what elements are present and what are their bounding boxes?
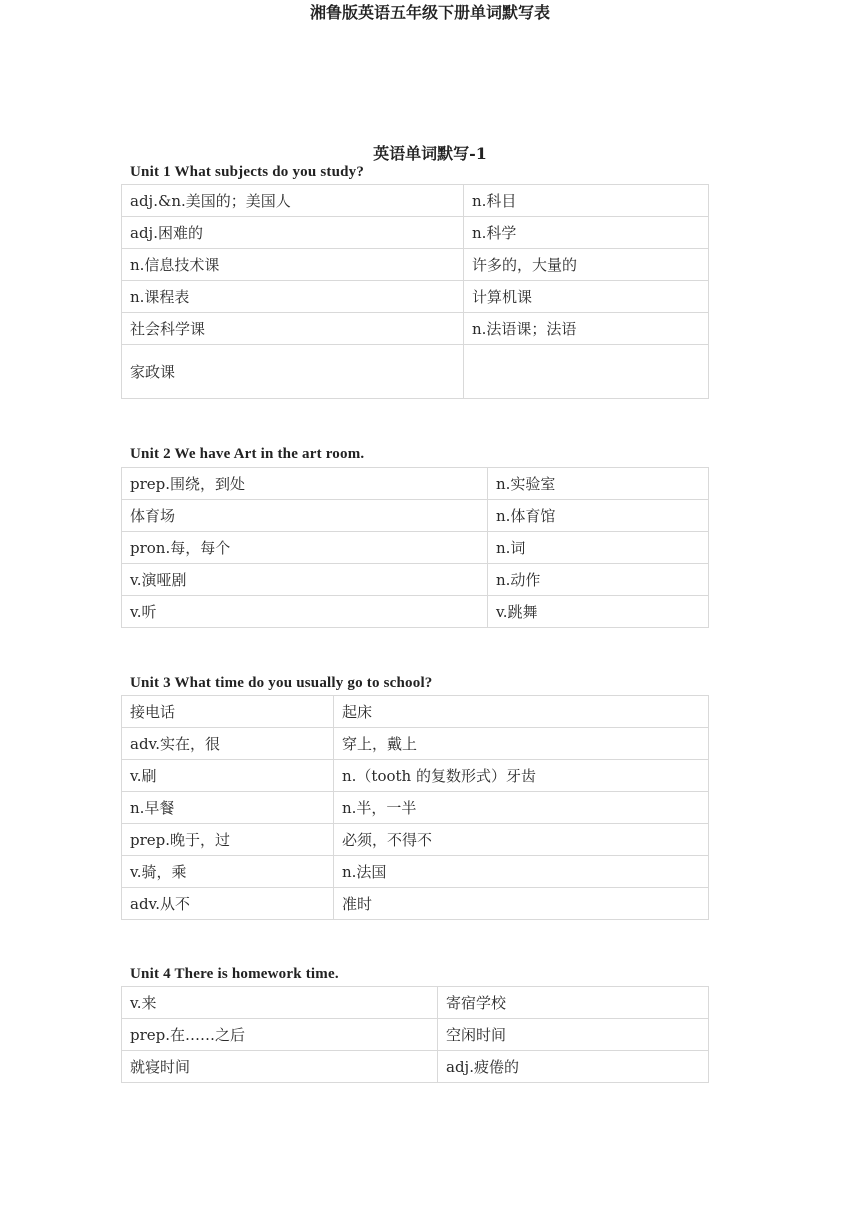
table-cell: 穿上，戴上 [334, 728, 709, 760]
table-cell: n.体育馆 [488, 500, 709, 532]
table-row [122, 185, 709, 217]
table-cell: n.实验室 [488, 468, 709, 500]
table-cell: 寄宿学校 [438, 987, 709, 1019]
unit-3-word-table [121, 695, 709, 920]
unit-4-heading: Unit 4 There is homework time. [130, 966, 339, 982]
table-row [122, 856, 709, 888]
table-cell [464, 345, 709, 399]
table-row [122, 313, 709, 345]
table-row [122, 760, 709, 792]
table-row [122, 1019, 709, 1051]
table-cell: 接电话 [122, 696, 334, 728]
table-row [122, 824, 709, 856]
table-cell: 空闲时间 [438, 1019, 709, 1051]
table-cell: n.科目 [464, 185, 709, 217]
table-row [122, 596, 709, 628]
table-row [122, 532, 709, 564]
table-cell: prep.晚于，过 [122, 824, 334, 856]
table-row [122, 696, 709, 728]
table-cell: adv.从不 [122, 888, 334, 920]
table-cell: v.跳舞 [488, 596, 709, 628]
table-cell: v.来 [122, 987, 438, 1019]
table-cell: n.法国 [334, 856, 709, 888]
table-row [122, 281, 709, 313]
document-title: 湘鲁版英语五年级下册单词默写表 [309, 3, 550, 22]
table-cell: v.骑，乘 [122, 856, 334, 888]
table-cell: 社会科学课 [122, 313, 464, 345]
table-cell: adj.&n.美国的；美国人 [122, 185, 464, 217]
table-row [122, 500, 709, 532]
table-cell: n.（tooth 的复数形式）牙齿 [334, 760, 709, 792]
table-cell: 体育场 [122, 500, 488, 532]
table-row [122, 249, 709, 281]
table-cell: prep.在……之后 [122, 1019, 438, 1051]
table-cell: n.科学 [464, 217, 709, 249]
table-cell: adj.疲倦的 [438, 1051, 709, 1083]
table-cell: n.法语课；法语 [464, 313, 709, 345]
unit-2-word-table [121, 467, 709, 628]
table-cell: 必须，不得不 [334, 824, 709, 856]
unit-3-heading: Unit 3 What time do you usually go to school? [130, 675, 433, 691]
unit-1-heading: Unit 1 What subjects do you study? [130, 164, 365, 180]
table-row [122, 792, 709, 824]
table-cell: 家政课 [122, 345, 464, 399]
table-cell: v.听 [122, 596, 488, 628]
table-cell: 许多的，大量的 [464, 249, 709, 281]
table-cell: adv.实在，很 [122, 728, 334, 760]
unit-1-word-table [121, 184, 709, 399]
table-cell: v.刷 [122, 760, 334, 792]
unit-2-heading: Unit 2 We have Art in the art room. [130, 446, 365, 462]
table-cell: 准时 [334, 888, 709, 920]
table-cell: n.词 [488, 532, 709, 564]
document-subtitle: 英语单词默写-1 [373, 144, 487, 163]
table-cell: n.早餐 [122, 792, 334, 824]
table-row [122, 345, 709, 399]
table-cell: 就寝时间 [122, 1051, 438, 1083]
table-row [122, 217, 709, 249]
table-row [122, 1051, 709, 1083]
table-cell: n.动作 [488, 564, 709, 596]
table-cell: pron.每，每个 [122, 532, 488, 564]
table-row [122, 468, 709, 500]
table-cell: 计算机课 [464, 281, 709, 313]
table-cell: n.课程表 [122, 281, 464, 313]
table-cell: adj.困难的 [122, 217, 464, 249]
table-row [122, 564, 709, 596]
unit-4-word-table [121, 986, 709, 1083]
table-cell: n.信息技术课 [122, 249, 464, 281]
table-cell: n.半，一半 [334, 792, 709, 824]
table-cell: 起床 [334, 696, 709, 728]
table-row [122, 987, 709, 1019]
table-cell: v.演哑剧 [122, 564, 488, 596]
table-row [122, 888, 709, 920]
table-cell: prep.围绕，到处 [122, 468, 488, 500]
table-row [122, 728, 709, 760]
